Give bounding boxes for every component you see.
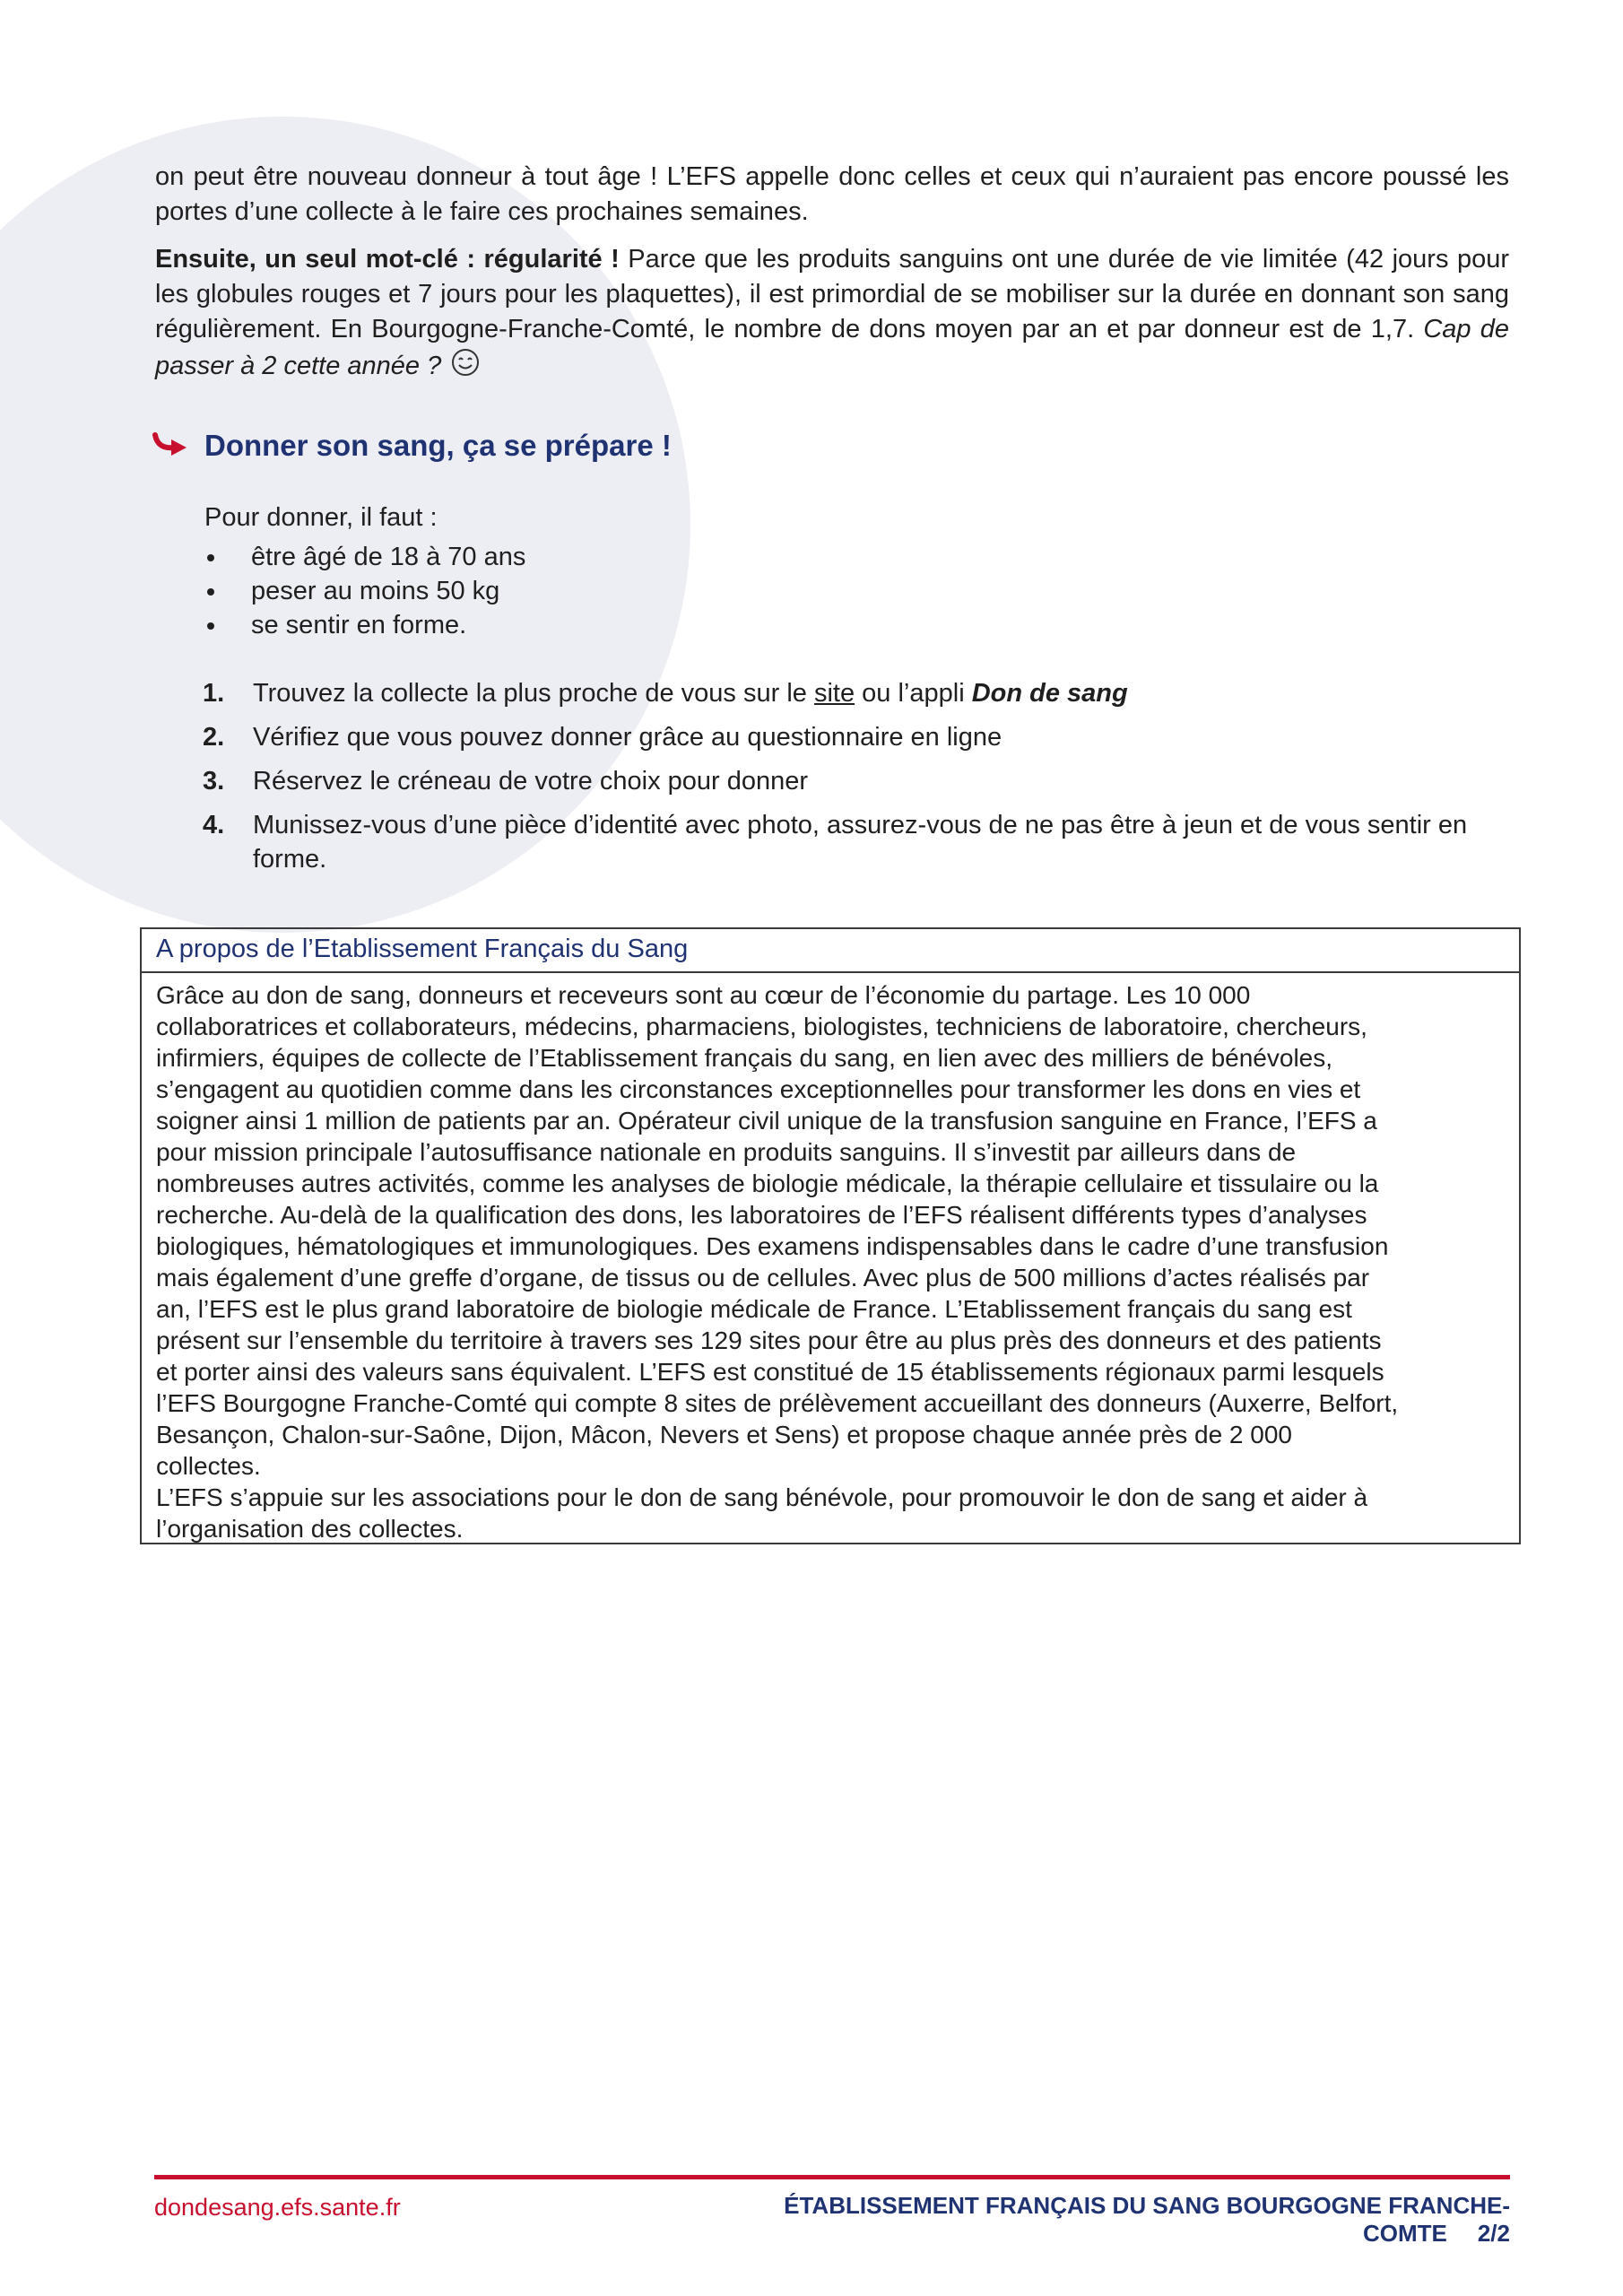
about-box-body: [156, 979, 1505, 1544]
bullet-icon: [207, 622, 214, 630]
step-number: 3.: [203, 767, 225, 796]
footer-website-link[interactable]: dondesang.efs.sante.fr: [154, 2194, 401, 2221]
condition-item: se sentir en forme.: [204, 608, 525, 642]
about-line: l’organisation des collectes.: [156, 1515, 464, 1543]
bullet-icon: [207, 588, 214, 596]
intro-paragraph: on peut être nouveau donneur à tout âge ! L’EFS appelle donc celles et ceux qui n’auraient pas encore poussé les portes d’une collecte à le faire ces prochaines semaines.: [155, 162, 1509, 226]
red-curved-arrow-icon: [152, 430, 190, 462]
about-line: Besançon, Chalon-sur-Saône, Dijon, Mâcon, Nevers et Sens) et propose chaque année près de 2 000: [156, 1421, 1292, 1448]
about-line: an, l’EFS est le plus grand laboratoire de biologie médicale de France. L’Etablissement français du sang est: [156, 1295, 1352, 1323]
regularity-bold-lead: Ensuite, un seul mot-clé : régularité !: [155, 245, 620, 274]
about-line: l’EFS Bourgogne Franche-Comté qui compte 8 sites de prélèvement accueillant des donneurs (Auxerre, Belfort,: [156, 1389, 1399, 1417]
about-line: infirmiers, équipes de collecte de l’Etablissement français du sang, en lien avec des milliers de bénévoles,: [156, 1044, 1333, 1072]
condition-item: peser au moins 50 kg: [204, 574, 525, 608]
steps-list: [203, 676, 1512, 886]
step-item: 4. Munissez-vous d’une pièce d’identité avec photo, assurez-vous de ne pas être à jeun et de vous sentir en forme.: [203, 808, 1512, 876]
about-line: pour mission principale l’autosuffisance nationale en produits sanguins. Il s’investit par ailleurs dans de: [156, 1138, 1297, 1166]
step-item: 3. Réservez le créneau de votre choix pour donner: [203, 764, 1512, 798]
about-line: présent sur l’ensemble du territoire à travers ses 129 sites pour être au plus près des donneurs et des patients: [156, 1326, 1382, 1354]
regularity-question: Cap de passer à 2 cette année ?: [155, 315, 1510, 381]
smiley-icon: [450, 347, 481, 387]
footer-divider: [154, 2175, 1510, 2179]
about-line: L’EFS s’appuie sur les associations pour le don de sang bénévole, pour promouvoir le don de sang et aider à: [156, 1483, 1368, 1511]
step-number: 4.: [203, 811, 225, 839]
about-line: s’engagent au quotidien comme dans les circonstances exceptionnelles pour transformer les dons en vies et: [156, 1075, 1361, 1103]
bullet-icon: [207, 554, 214, 561]
about-line: Grâce au don de sang, donneurs et receveurs sont au cœur de l’économie du partage. Les 10 000: [156, 981, 1251, 1009]
footer-organization-name: ÉTABLISSEMENT FRANÇAIS DU SANG BOURGOGNE FRANCHE-COMTE: [784, 2192, 1510, 2247]
about-efs-box: [140, 927, 1521, 1544]
step-item: 1. Trouvez la collecte la plus proche de vous sur le site ou l’appli Don de sang: [203, 676, 1512, 710]
section-heading-text: Donner son sang, ça se prépare !: [204, 429, 672, 462]
condition-item: être âgé de 18 à 70 ans: [204, 540, 525, 574]
about-line: collaboratrices et collaborateurs, médecins, pharmaciens, biologistes, techniciens de laboratoire, chercheurs,: [156, 1013, 1367, 1040]
regularity-body: Parce que les produits sanguins ont une durée de vie limitée (42 jours pour les globules rouges et 7 jours pour les plaquettes), il est primordial de se mobiliser sur la durée en donnant son sang régulièrement. En Bourgogne-Franche-Comté, le nombre de dons moyen par an et par donneur est de 1,7.: [155, 245, 1509, 344]
conditions-list: [204, 540, 525, 642]
app-name: Don de sang: [971, 679, 1128, 708]
about-box-title: A propos de l’Etablissement Français du Sang: [156, 935, 689, 963]
about-line: recherche. Au-delà de la qualification des dons, les laboratoires de l’EFS réalisent différents types d’analyses: [156, 1201, 1367, 1229]
about-box-divider: [142, 971, 1519, 973]
about-line: biologiques, hématologiques et immunologiques. Des examens indispensables dans le cadre d’une transfusion: [156, 1232, 1389, 1260]
footer-organization: [681, 2192, 1510, 2248]
about-line: mais également d’une greffe d’organe, de tissus ou de cellules. Avec plus de 500 millions d’actes réalisés par: [156, 1264, 1370, 1292]
step-number: 1.: [203, 679, 225, 708]
step-item: 2. Vérifiez que vous pouvez donner grâce au questionnaire en ligne: [203, 720, 1512, 754]
section-heading: [152, 429, 672, 463]
conditions-intro: Pour donner, il faut :: [204, 503, 438, 532]
regularity-paragraph: [155, 242, 1509, 387]
about-line: nombreuses autres activités, comme les analyses de biologie médicale, la thérapie cellulaire et tissulaire ou la: [156, 1170, 1379, 1197]
site-link[interactable]: site: [813, 679, 855, 708]
step-number: 2.: [203, 723, 225, 752]
page-number: 2/2: [1477, 2220, 1510, 2247]
about-line: soigner ainsi 1 million de patients par an. Opérateur civil unique de la transfusion sanguine en France, l’EFS a: [156, 1107, 1377, 1135]
about-line: et porter ainsi des valeurs sans équivalent. L’EFS est constitué de 15 établissements régionaux parmi lesquels: [156, 1358, 1384, 1386]
about-line: collectes.: [156, 1452, 261, 1480]
